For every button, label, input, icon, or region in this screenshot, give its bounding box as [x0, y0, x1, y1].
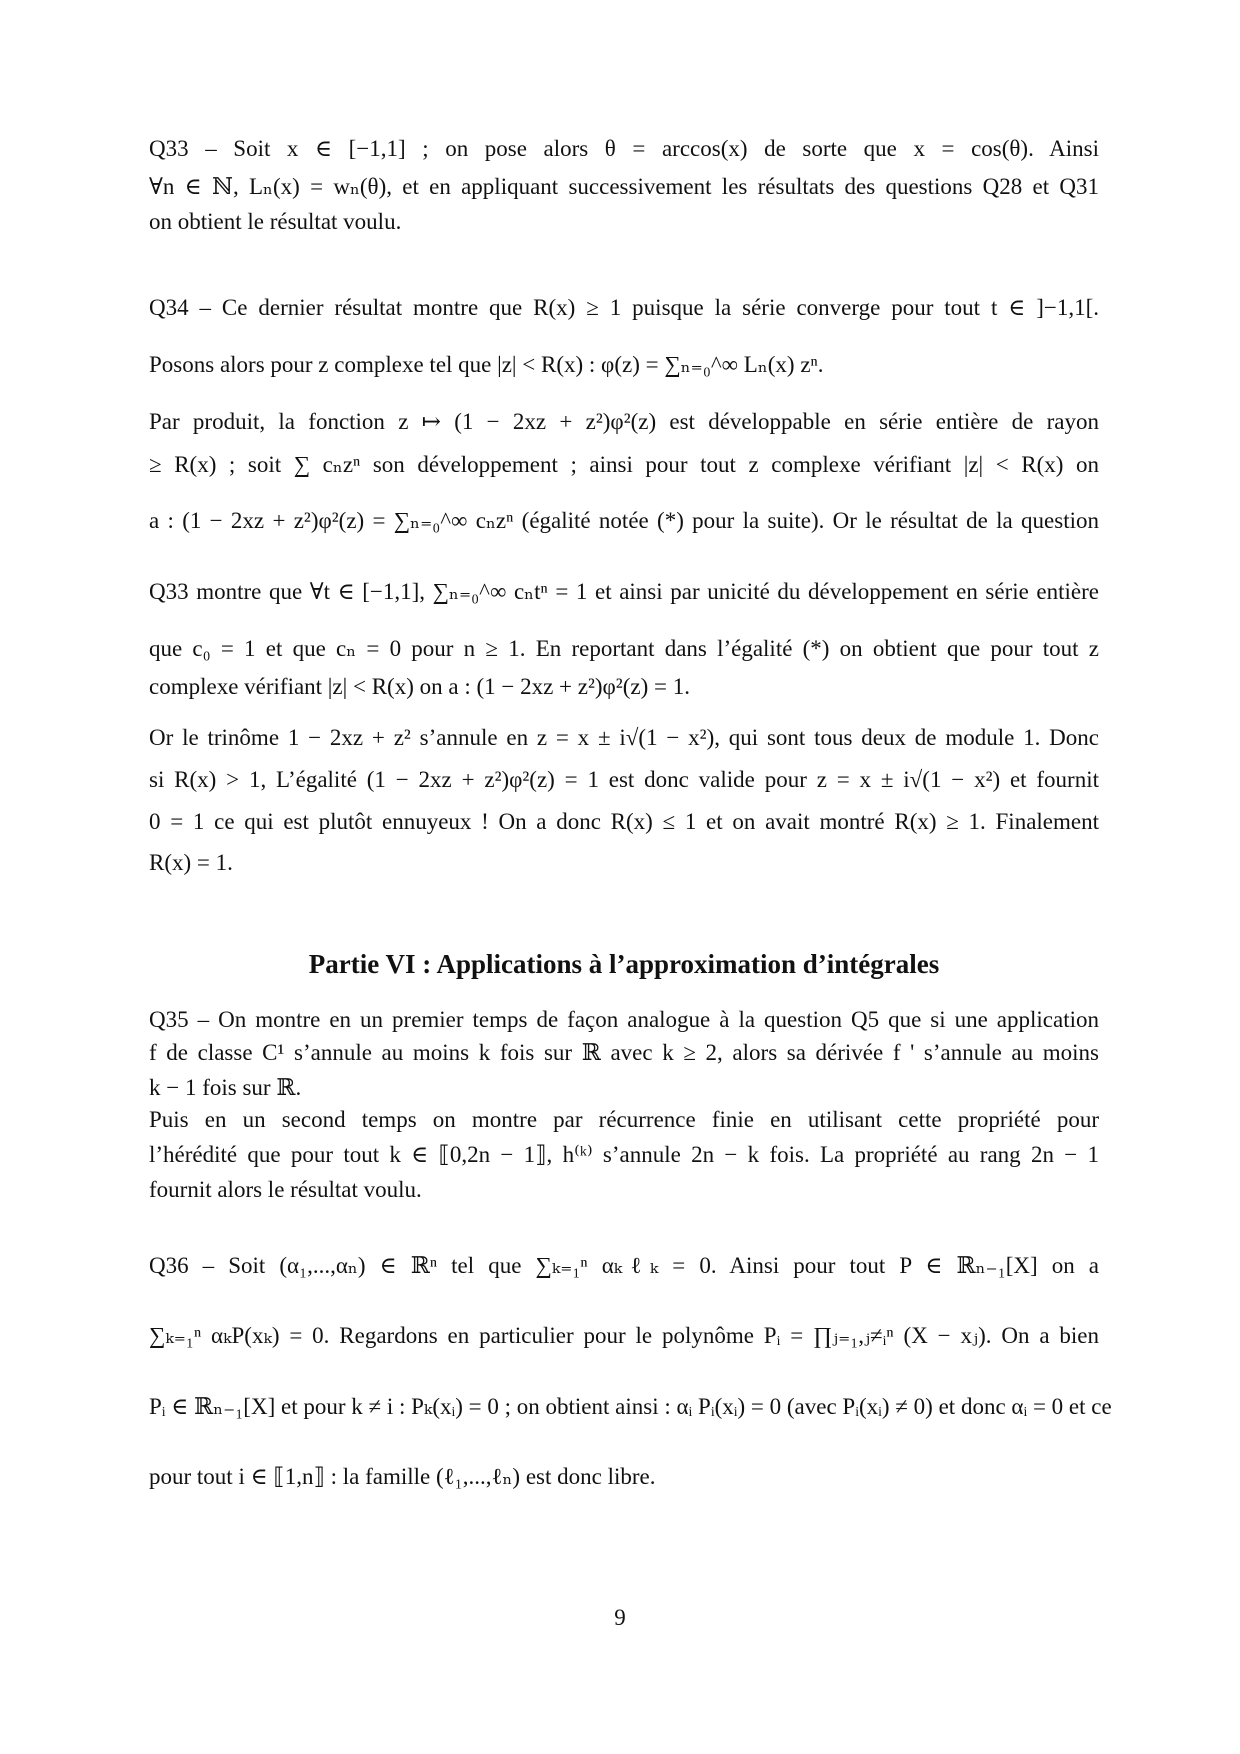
text-line: a : (1 − 2xz + z²)φ²(z) = ∑ₙ₌₀^∞ cₙzⁿ (égalité notée (*) pour la suite). Or le résultat de la question	[149, 508, 1099, 533]
text-line: Q34 – Ce dernier résultat montre que R(x) ≥ 1 puisque la série converge pour tout t ∈ ]−1,1[.	[149, 295, 1099, 320]
text-line: Q33 – Soit x ∈ [−1,1] ; on pose alors θ = arccos(x) de sorte que x = cos(θ). Ainsi	[149, 136, 1099, 161]
page-number: 9	[614, 1605, 626, 1630]
text-line: complexe vérifiant |z| < R(x) on a : (1 − 2xz + z²)φ²(z) = 1.	[149, 674, 690, 699]
text-line: fournit alors le résultat voulu.	[149, 1177, 422, 1202]
text-line: Or le trinôme 1 − 2xz + z² s’annule en z = x ± i√(1 − x²), qui sont tous deux de module 1. Donc	[149, 725, 1099, 750]
text-line: on obtient le résultat voulu.	[149, 209, 402, 234]
text-line: Par produit, la fonction z ↦ (1 − 2xz + z²)φ²(z) est développable en série entière de rayon	[149, 409, 1099, 434]
text-line: 0 = 1 ce qui est plutôt ennuyeux ! On a donc R(x) ≤ 1 et on avait montré R(x) ≥ 1. Finalement	[149, 809, 1099, 834]
text-line: ∑ₖ₌₁ⁿ αₖP(xₖ) = 0. Regardons en particulier pour le polynôme Pᵢ = ∏ⱼ₌₁,ⱼ≠ᵢⁿ (X − xⱼ). On a bien	[149, 1323, 1099, 1348]
text-line: que c₀ = 1 et que cₙ = 0 pour n ≥ 1. En reportant dans l’égalité (*) on obtient que pour tout z	[149, 636, 1099, 661]
text-line: l’hérédité que pour tout k ∈ ⟦0,2n − 1⟧, h⁽ᵏ⁾ s’annule 2n − k fois. La propriété au rang 2n − 1	[149, 1142, 1099, 1167]
text-line: si R(x) > 1, L’égalité (1 − 2xz + z²)φ²(z) = 1 est donc valide pour z = x ± i√(1 − x²) et fournit	[149, 767, 1099, 792]
text-line: Q36 – Soit (α₁,...,αₙ) ∈ ℝⁿ tel que ∑ₖ₌₁ⁿ αₖℓₖ = 0. Ainsi pour tout P ∈ ℝₙ₋₁[X] on a	[149, 1253, 1099, 1278]
text-line: Q33 montre que ∀t ∈ [−1,1], ∑ₙ₌₀^∞ cₙtⁿ = 1 et ainsi par unicité du développement en série entière	[149, 579, 1099, 604]
text-line: Posons alors pour z complexe tel que |z| < R(x) : φ(z) = ∑ₙ₌₀^∞ Lₙ(x) zⁿ.	[149, 352, 824, 377]
text-line: Q35 – On montre en un premier temps de façon analogue à la question Q5 que si une application	[149, 1007, 1099, 1032]
text-line: Pᵢ ∈ ℝₙ₋₁[X] et pour k ≠ i : Pₖ(xᵢ) = 0 ; on obtient ainsi : αᵢ Pᵢ(xᵢ) = 0 (avec Pᵢ(xᵢ) ≠ 0) et donc αᵢ = 0 et ce	[149, 1394, 1112, 1419]
text-line: Puis en un second temps on montre par récurrence finie en utilisant cette propriété pour	[149, 1107, 1099, 1132]
section-title: Partie VI : Applications à l’approximation d’intégrales	[308, 949, 940, 979]
text-line: pour tout i ∈ ⟦1,n⟧ : la famille (ℓ₁,...,ℓₙ) est donc libre.	[149, 1464, 656, 1489]
text-line: R(x) = 1.	[149, 850, 233, 875]
text-line: k − 1 fois sur ℝ.	[149, 1075, 302, 1100]
text-line: ∀n ∈ ℕ, Lₙ(x) = wₙ(θ), et en appliquant successivement les résultats des questions Q28 et Q31	[149, 174, 1099, 199]
text-line: f de classe C¹ s’annule au moins k fois sur ℝ avec k ≥ 2, alors sa dérivée f ' s’annule au moins	[149, 1040, 1099, 1065]
text-line: ≥ R(x) ; soit ∑ cₙzⁿ son développement ; ainsi pour tout z complexe vérifiant |z| < R(x) on	[149, 452, 1099, 477]
